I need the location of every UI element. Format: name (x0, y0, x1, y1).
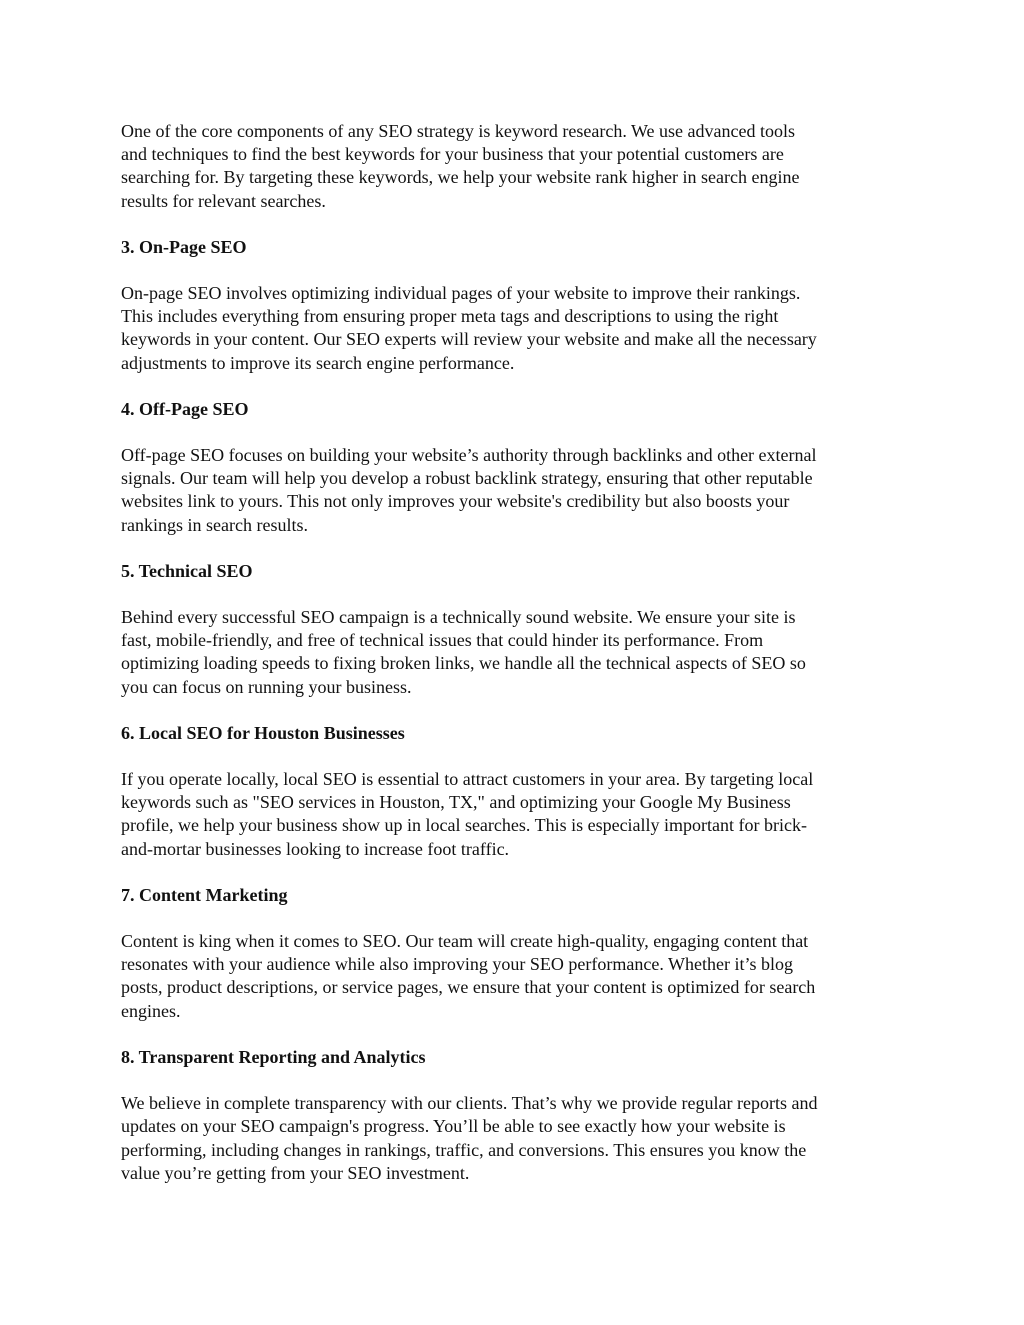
section-paragraph-off-page-seo (121, 444, 911, 537)
paragraph-line: searching for. By targeting these keywords, we help your website rank higher in search engine (121, 167, 800, 188)
section-paragraph-content-marketing (121, 930, 911, 1023)
paragraph-line: updates on your SEO campaign's progress. You’ll be able to see exactly how your website is (121, 1116, 786, 1137)
section-paragraph-reporting (121, 1092, 911, 1185)
section-paragraph-technical-seo (121, 606, 911, 699)
paragraph-line: Content is king when it comes to SEO. Our team will create high-quality, engaging content that (121, 931, 809, 952)
paragraph-line: engines. (121, 1000, 181, 1021)
section-heading-content-marketing: 7. Content Marketing (121, 884, 288, 905)
paragraph-line: Behind every successful SEO campaign is a technically sound website. We ensure your site is (121, 607, 796, 628)
paragraph-line: posts, product descriptions, or service pages, we ensure that your content is optimized for search (121, 977, 816, 998)
section-heading-off-page-seo: 4. Off-Page SEO (121, 398, 249, 419)
intro-paragraph (121, 120, 911, 213)
paragraph-line: One of the core components of any SEO strategy is keyword research. We use advanced tools (121, 121, 796, 141)
section-heading-on-page-seo: 3. On-Page SEO (121, 236, 247, 257)
paragraph-line: performing, including changes in rankings, traffic, and conversions. This ensures you know the (121, 1139, 807, 1160)
paragraph-line: optimizing loading speeds to fixing broken links, we handle all the technical aspects of SEO so (121, 653, 806, 674)
paragraph-line: Off-page SEO focuses on building your website’s authority through backlinks and other external (121, 445, 817, 466)
paragraph-line: and techniques to find the best keywords for your business that your potential customers are (121, 144, 784, 165)
section-heading-reporting: 8. Transparent Reporting and Analytics (121, 1046, 426, 1067)
paragraph-line: you can focus on running your business. (121, 676, 412, 697)
section-paragraph-on-page-seo (121, 282, 911, 375)
section-paragraph-local-seo (121, 768, 911, 861)
paragraph-line: adjustments to improve its search engine performance. (121, 352, 515, 373)
paragraph-line: websites link to yours. This not only improves your website's credibility but also boosts your (121, 491, 790, 512)
paragraph-line: rankings in search results. (121, 514, 308, 535)
paragraph-line: fast, mobile-friendly, and free of technical issues that could hinder its performance. From (121, 630, 764, 651)
paragraph-line: signals. Our team will help you develop a robust backlink strategy, ensuring that other reputable (121, 468, 813, 489)
section-heading-technical-seo: 5. Technical SEO (121, 560, 253, 581)
paragraph-line: On-page SEO involves optimizing individual pages of your website to improve their rankings. (121, 283, 801, 304)
paragraph-line: profile, we help your business show up in local searches. This is especially important for brick- (121, 815, 808, 836)
paragraph-line: We believe in complete transparency with our clients. That’s why we provide regular reports and (121, 1093, 818, 1114)
paragraph-line: keywords such as "SEO services in Houston, TX," and optimizing your Google My Business (121, 792, 791, 813)
paragraph-line: keywords in your content. Our SEO experts will review your website and make all the necessary (121, 329, 817, 350)
paragraph-line: This includes everything from ensuring proper meta tags and descriptions to using the right (121, 306, 779, 327)
paragraph-line: value you’re getting from your SEO investment. (121, 1162, 470, 1183)
paragraph-line: and-mortar businesses looking to increase foot traffic. (121, 838, 510, 859)
paragraph-line: If you operate locally, local SEO is essential to attract customers in your area. By targeting local (121, 769, 814, 790)
document-page (121, 120, 911, 1208)
section-heading-local-seo: 6. Local SEO for Houston Businesses (121, 722, 405, 743)
paragraph-line: resonates with your audience while also improving your SEO performance. Whether it’s blog (121, 954, 793, 975)
paragraph-line: results for relevant searches. (121, 190, 326, 211)
